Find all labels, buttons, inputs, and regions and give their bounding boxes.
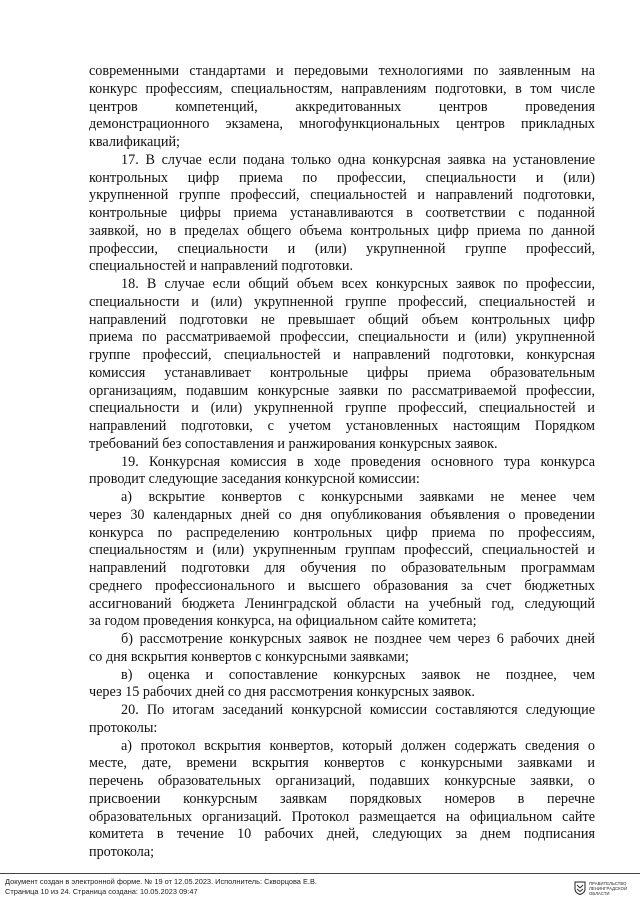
paragraph-line: демонстрационного экзамена, многофункциональных центров прикладных [89, 116, 595, 133]
paragraph-line: месте, дате, времени вскрытия конвертов с конкурсными заявками и [89, 755, 595, 772]
paragraph-line: современными стандартами и передовыми технологиями по заявленным на [89, 63, 595, 79]
paragraph-line: специальностям и (или) укрупненным группам профессий, специальностей и [89, 542, 595, 559]
paragraph-line: квалификаций; [89, 134, 180, 150]
paragraph-line: 19. Конкурсная комиссия в ходе проведения основного тура конкурса [121, 453, 595, 470]
paragraph-line: 20. По итогам заседаний конкурсной комиссии составляются следующие [121, 702, 595, 718]
paragraph-line: центров компетенций, аккредитованных центров проведения [89, 98, 595, 115]
document-footer [5, 877, 525, 896]
paragraph-line: направлений подготовки для обучения по образовательным программам [89, 560, 595, 576]
footer-line-1: Документ создан в электронной форме. № 19 от 12.05.2023. Исполнитель: Скворцова Е.В. [5, 877, 317, 886]
paragraph-line: контрольные цифры приема устанавливаются в соответствии с поданной [89, 205, 595, 221]
paragraph-line: протоколы: [89, 719, 158, 736]
paragraph-line: за годом проведения конкурса, на официальном сайте комитета; [89, 613, 477, 630]
paragraph-line: заявкой, но в пределах общего объема контрольных цифр приема по данной [89, 222, 595, 239]
logo-line-3: ОБЛАСТИ [589, 890, 610, 896]
paragraph-line: проводит следующие заседания конкурсной комиссии: [89, 471, 420, 488]
paragraph-line: конкурса по распределению контрольных цифр приема по профессиям, [89, 524, 595, 541]
logo-line-1: ПРАВИТЕЛЬСТВО [589, 880, 627, 886]
paragraph-line: специальностей и направлений подготовки. [89, 258, 354, 275]
paragraph-line: специальности и (или) укрупненной группе профессий, специальностей и [89, 400, 595, 417]
paragraph-line: перечень образовательных организаций, подавших конкурсные заявки, о [89, 773, 595, 789]
paragraph-line: требований без сопоставления и ранжирования конкурсных заявок. [89, 435, 498, 452]
paragraph-line: специальности и (или) укрупненной группе профессий, специальностей и [89, 293, 595, 310]
government-logo [574, 875, 636, 901]
paragraph-line: укрупненной группе профессий, специальностей и направлений подготовки, [89, 187, 595, 204]
footer-divider [0, 873, 640, 874]
paragraph-line: организациям, подавшим конкурсные заявки по рассматриваемой профессии, [89, 382, 595, 399]
coat-of-arms-icon [574, 881, 586, 895]
paragraph-line: приема по рассматриваемой профессии, специальности и (или) укрупненной [89, 329, 595, 346]
paragraph-line: 17. В случае если подана только одна конкурсная заявка на установление [121, 151, 595, 168]
paragraph-line: направлений подготовки, с учетом установленных настоящим Порядком [89, 418, 595, 434]
paragraph-line: группе профессий, специальностей и направлений подготовки, конкурсная [89, 347, 595, 363]
paragraph-line: образовательных организаций. Протокол размещается на официальном сайте [89, 808, 595, 825]
paragraph-line: среднего профессионального и высшего образования за счет бюджетных [89, 577, 595, 594]
paragraph-line: через 30 календарных дней со дня опубликования объявления о проведении [89, 506, 595, 523]
paragraph-line: контрольных цифр приема по профессии, специальности и (или) [89, 169, 595, 186]
paragraph-line: профессии, специальности и (или) укрупненной группе профессий, [89, 240, 595, 257]
paragraph-line: в) оценка и сопоставление конкурсных заявок не позднее, чем [121, 666, 595, 683]
paragraph-line: конкурс профессиям, специальностям, направлениям подготовки, в том числе [89, 80, 595, 97]
paragraph-line: а) вскрытие конвертов с конкурсными заявками не менее чем [121, 489, 595, 505]
paragraph-line: ассигнований бюджета Ленинградской области на учебный год, следующий [89, 595, 595, 612]
paragraph-line: протокола; [89, 844, 155, 860]
paragraph-line: направлений подготовки не превышает общий объем контрольных цифр [89, 311, 595, 328]
paragraph-line: комитета в течение 10 рабочих дней, следующих за днем подписания [89, 826, 595, 843]
logo-caption [589, 881, 627, 896]
paragraph-line: присвоении конкурсным заявкам порядковых номеров в перечне [89, 790, 595, 807]
paragraph-line: б) рассмотрение конкурсных заявок не позднее чем через 6 рабочих дней [121, 631, 595, 647]
document-body [89, 63, 595, 862]
paragraph-line: а) протокол вскрытия конвертов, который должен содержать сведения о [121, 737, 595, 754]
footer-line-2: Страница 10 из 24. Страница создана: 10.05.2023 09:47 [5, 886, 198, 896]
logo-line-2: ЛЕНИНГРАДСКОЙ [589, 885, 628, 891]
paragraph-line: комиссия устанавливает контрольные цифры приема образовательным [89, 364, 595, 381]
paragraph-line: 18. В случае если общий объем всех конкурсных заявок по профессии, [121, 276, 595, 292]
paragraph-line: со дня вскрытия конвертов с конкурсными заявками; [89, 648, 409, 665]
paragraph-line: через 15 рабочих дней со дня рассмотрения конкурсных заявок. [89, 684, 475, 701]
